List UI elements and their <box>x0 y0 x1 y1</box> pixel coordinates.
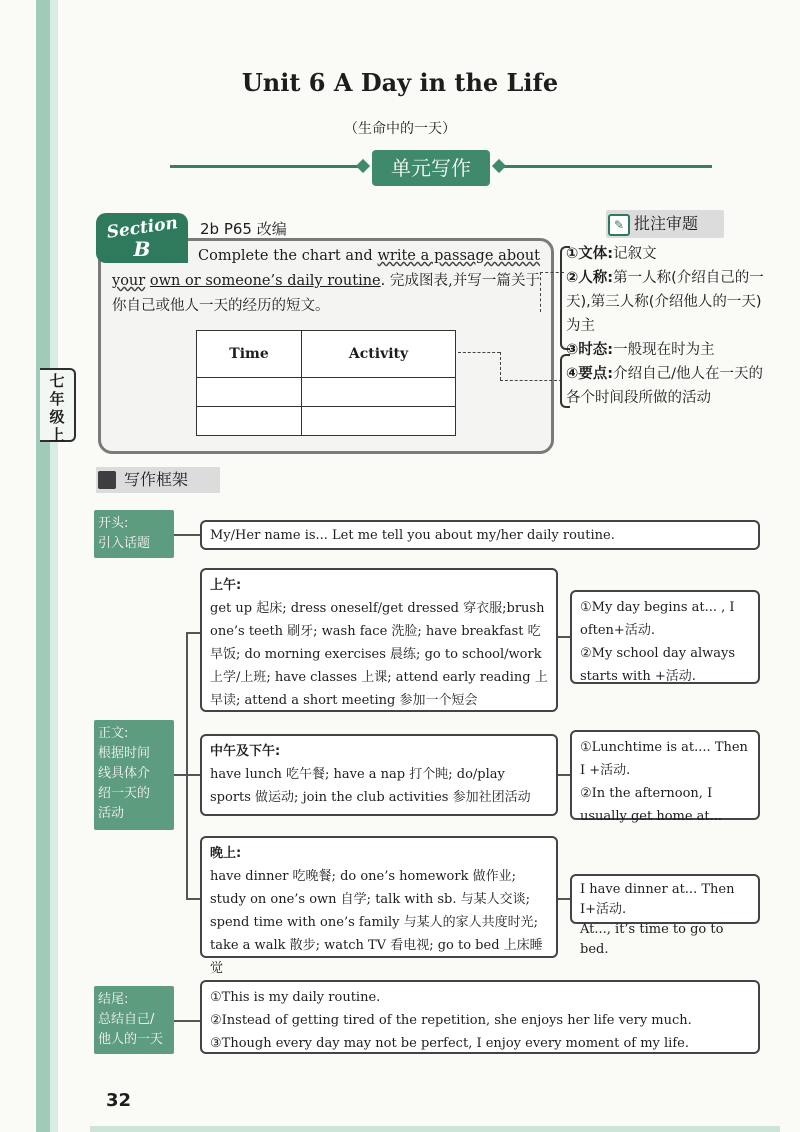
section-banner: 单元写作 <box>372 150 490 186</box>
tree-trunk <box>186 632 188 900</box>
table-row <box>197 407 456 436</box>
table-header-time: Time <box>197 331 302 378</box>
task-source: 2b P65 改编 <box>200 220 287 238</box>
connector <box>500 380 562 381</box>
morning-phrases-box <box>570 590 760 684</box>
note-item: ②人称:第一人称(介绍自己的一天),第三人称(介绍他人的一天)为主 <box>566 270 764 334</box>
table-header-activity: Activity <box>302 331 456 378</box>
table-cell[interactable] <box>197 378 302 407</box>
connector <box>458 352 500 353</box>
afternoon-phrases-box <box>570 730 760 824</box>
connector <box>174 1020 200 1022</box>
phrase: ①Lunchtime is at.... Then I +活动. <box>580 740 748 778</box>
connector <box>558 774 570 776</box>
afternoon-box <box>200 734 558 816</box>
connector <box>558 898 570 900</box>
evening-text: have dinner 吃晚餐; do one’s homework 做作业; study on one’s own 自学; talk with sb. 与某人交谈; spend time with one’s family 与某人的家人共度时光; take a walk 散步; watch TV 看电视; go to bed 上床睡觉 <box>210 869 543 976</box>
evening-heading: 晚上: <box>210 846 242 861</box>
table-cell[interactable] <box>302 407 456 436</box>
ending-line: ①This is my daily routine. <box>210 990 381 1005</box>
morning-text: get up 起床; dress oneself/get dressed 穿衣服;brush one’s teeth 刷牙; wash face 洗脸; have breakfast 吃早饭; do morning exercises 晨练; go to school/work 上学/上班; have classes 上课; attend early reading 上早读; attend a short meeting 参加一个短会 <box>210 601 548 708</box>
section-word: Section <box>105 213 180 243</box>
note-item: ④要点:介绍自己/他人在一天的各个时间段所做的活动 <box>566 366 763 406</box>
phrase: ②In the afternoon, I usually get home at... <box>580 786 723 824</box>
page-side-strip-light <box>50 0 58 1132</box>
evening-box <box>200 836 558 976</box>
connector <box>186 632 200 634</box>
section-letter: B <box>133 237 151 261</box>
phrase: ①My day begins at... , I often+活动. <box>580 600 735 638</box>
phrase: ②My school day always starts with +活动. <box>580 646 736 684</box>
ending-line: ③Though every day may not be perfect, I enjoy every moment of my life. <box>210 1036 689 1051</box>
phrase: I have dinner at... Then I+活动. <box>580 882 735 917</box>
phrase: At..., it’s time to go to bed. <box>580 922 724 957</box>
evening-phrases-box <box>570 874 760 957</box>
ending-tag: 结尾: 总结自己/ 他人的一天 <box>94 986 174 1054</box>
connector <box>186 898 200 900</box>
body-tag: 正文: 根据时间 线具体介 绍一天的 活动 <box>94 720 174 830</box>
task-instructions: Complete the chart and write a passage about your own or someone’s daily routine. 完成图表,并写一篇关于你自己或他人一天的经历的短文。 <box>112 248 541 314</box>
afternoon-text: have lunch 吃午餐; have a nap 打个盹; do/play sports 做运动; join the club activities 参加社团活动 <box>210 767 531 805</box>
table-cell[interactable] <box>197 407 302 436</box>
connector <box>174 774 186 776</box>
opening-box: My/Her name is... Let me tell you about my/her daily routine. <box>200 520 760 550</box>
page-bottom-strip <box>90 1126 780 1132</box>
unit-title: Unit 6 A Day in the Life <box>241 68 559 97</box>
unit-subtitle: （生命中的一天） <box>344 121 456 137</box>
afternoon-heading: 中午及下午: <box>210 744 281 759</box>
connector <box>558 636 570 638</box>
connector <box>174 534 200 536</box>
morning-heading: 上午: <box>210 578 242 593</box>
connector <box>186 774 200 776</box>
note-item: ③时态:一般现在时为主 <box>566 342 715 358</box>
framework-heading: 写作框架 <box>96 467 220 493</box>
banner-line-right <box>497 165 712 168</box>
banner-diamond-left <box>356 159 370 173</box>
opening-tag: 开头: 引入话题 <box>94 510 174 558</box>
ending-line: ②Instead of getting tired of the repetition, she enjoys her life very much. <box>210 1013 692 1028</box>
notes-heading: 批注审题 <box>606 210 724 238</box>
banner-diamond-right <box>492 159 506 173</box>
table-row <box>197 378 456 407</box>
page-number: 32 <box>106 1090 132 1111</box>
routine-chart-table <box>196 330 456 436</box>
banner-line-left <box>170 165 365 168</box>
connector <box>500 352 501 380</box>
morning-box <box>200 568 558 712</box>
connector <box>540 272 541 312</box>
pencil-icon: ✎ <box>608 214 630 236</box>
grade-side-tab: 七年级上 <box>40 368 76 442</box>
ending-box <box>200 980 760 1054</box>
note-item: ①文体:记叙文 <box>566 246 657 262</box>
table-cell[interactable] <box>302 378 456 407</box>
framework-icon <box>98 471 116 489</box>
page-side-strip <box>36 0 50 1132</box>
notes-list <box>566 242 766 410</box>
